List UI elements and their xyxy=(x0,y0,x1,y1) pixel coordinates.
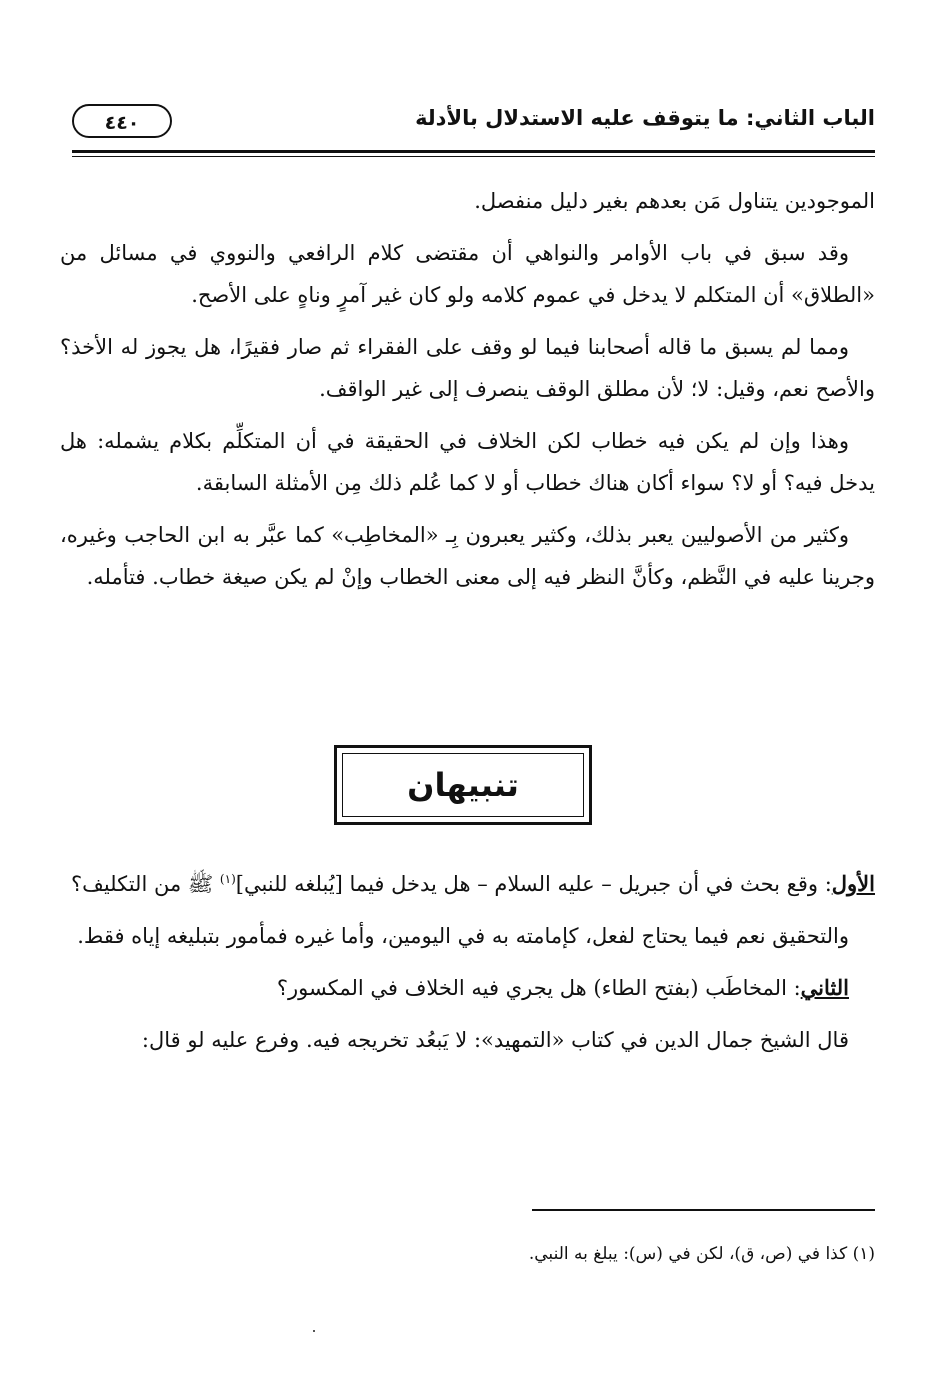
note-lead: الأول xyxy=(831,871,875,896)
footnote: (١) كذا في (ص، ق)، لكن في (س): يبلغ به النبي. xyxy=(528,1244,875,1264)
note-text: : المخاطَب (بفتح الطاء) هل يجري فيه الخلاف في المكسور؟ xyxy=(276,976,801,1000)
note-text: ﷺ من التكليف؟ xyxy=(70,872,220,896)
notice-heading-box xyxy=(334,745,592,825)
paragraph: ومما لم يسبق ما قاله أصحابنا فيما لو وقف على الفقراء ثم صار فقيرًا، هل يجوز له الأخذ؟ والأصح نعم، وقيل: لا؛ لأن مطلق الوقف ينصرف إلى غير الواقف. xyxy=(60,335,875,401)
header-rule-thick xyxy=(72,150,875,153)
note-lead: الثاني xyxy=(800,975,849,1000)
paragraph: وكثير من الأصوليين يعبر بذلك، وكثير يعبرون بِـ «المخاطِب» كما عبَّر به ابن الحاجب وغيره، وجرينا عليه في النَّظم، وكأنَّ النظر فيه إلى معنى الخطاب وإنْ لم يكن صيغة خطاب. فتأمله. xyxy=(60,523,875,589)
paragraph: وقد سبق في باب الأوامر والنواهي أن مقتضى كلام الرافعي والنووي في مسائل من «الطلاق» أن المتكلم لا يدخل في عموم كلامه ولو كان غير آمرٍ وناهٍ على الأصح. xyxy=(60,241,875,307)
notice-heading: تنبيهان xyxy=(407,766,519,804)
note-first xyxy=(60,858,875,905)
paragraph: والتحقيق نعم فيما يحتاج لفعل، كإمامته به في اليومين، وأما غيره فمأمور بتبليغه إياه فقط. xyxy=(77,924,849,948)
scan-speck xyxy=(313,1330,315,1332)
paragraph: قال الشيخ جمال الدين في كتاب «التمهيد»: لا يَبعُد تخريجه فيه. وفرع عليه لو قال: xyxy=(141,1028,849,1052)
running-title: الباب الثاني: ما يتوقف عليه الاستدلال بالأدلة xyxy=(415,106,875,130)
page-number: ٤٤٠ xyxy=(72,104,172,138)
note-text: : وقع بحث في أن جبريل – عليه السلام – هل يدخل فيما [يُبلغه للنبي] xyxy=(235,872,832,896)
note-second xyxy=(60,967,875,1009)
notice-heading-inner xyxy=(342,753,584,817)
paragraph: الموجودين يتناول مَن بعدهم بغير دليل منفصل. xyxy=(474,189,875,213)
main-text xyxy=(60,180,875,608)
notes-text xyxy=(60,858,875,1071)
footnote-rule xyxy=(532,1209,875,1211)
footnote-ref: (١) xyxy=(219,872,236,886)
header-rule-thin xyxy=(72,156,875,157)
page-header xyxy=(72,104,875,148)
paragraph: وهذا وإن لم يكن فيه خطاب لكن الخلاف في الحقيقة في أن المتكلِّم بكلام يشمله: هل يدخل فيه؟ أو لا؟ سواء أكان هناك خطاب أو لا كما عُلم ذلك مِن الأمثلة السابقة. xyxy=(60,429,875,495)
